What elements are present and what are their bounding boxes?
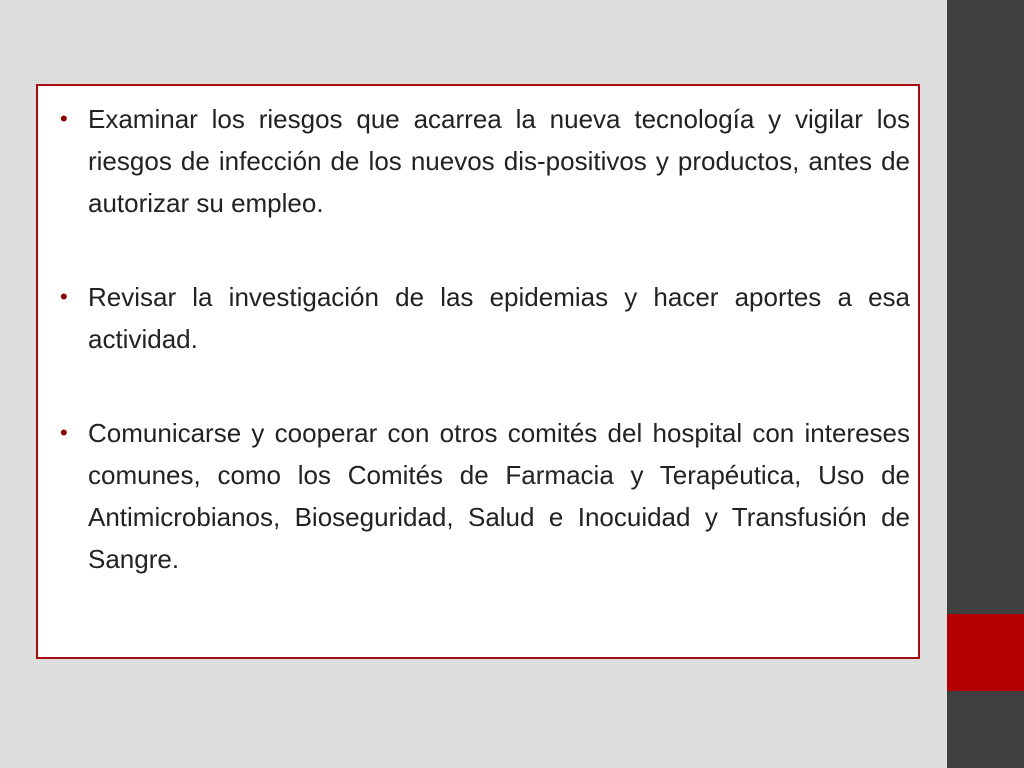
bullet-dot-icon: • bbox=[60, 420, 68, 445]
bullet-list bbox=[60, 98, 910, 580]
content-box bbox=[36, 84, 920, 659]
bullet-dot-icon: • bbox=[60, 284, 68, 309]
bullet-item bbox=[60, 98, 910, 224]
bullet-text: Examinar los riesgos que acarrea la nueva tecnología y vigilar los riesgos de infección de los nuevos dis-positivos y productos, antes de autorizar su empleo. bbox=[88, 104, 910, 218]
bullet-item bbox=[60, 276, 910, 360]
bullet-item bbox=[60, 412, 910, 580]
right-accent-block bbox=[947, 614, 1024, 691]
bullet-text: Revisar la investigación de las epidemias y hacer aportes a esa actividad. bbox=[88, 282, 910, 354]
bullet-dot-icon: • bbox=[60, 106, 68, 131]
bullet-text: Comunicarse y cooperar con otros comités del hospital con intereses comunes, como los Comités de Farmacia y Terapéutica, Uso de Antimicrobianos, Bioseguridad, Salud e Inocuidad y Transfusión de Sangre. bbox=[88, 418, 910, 574]
